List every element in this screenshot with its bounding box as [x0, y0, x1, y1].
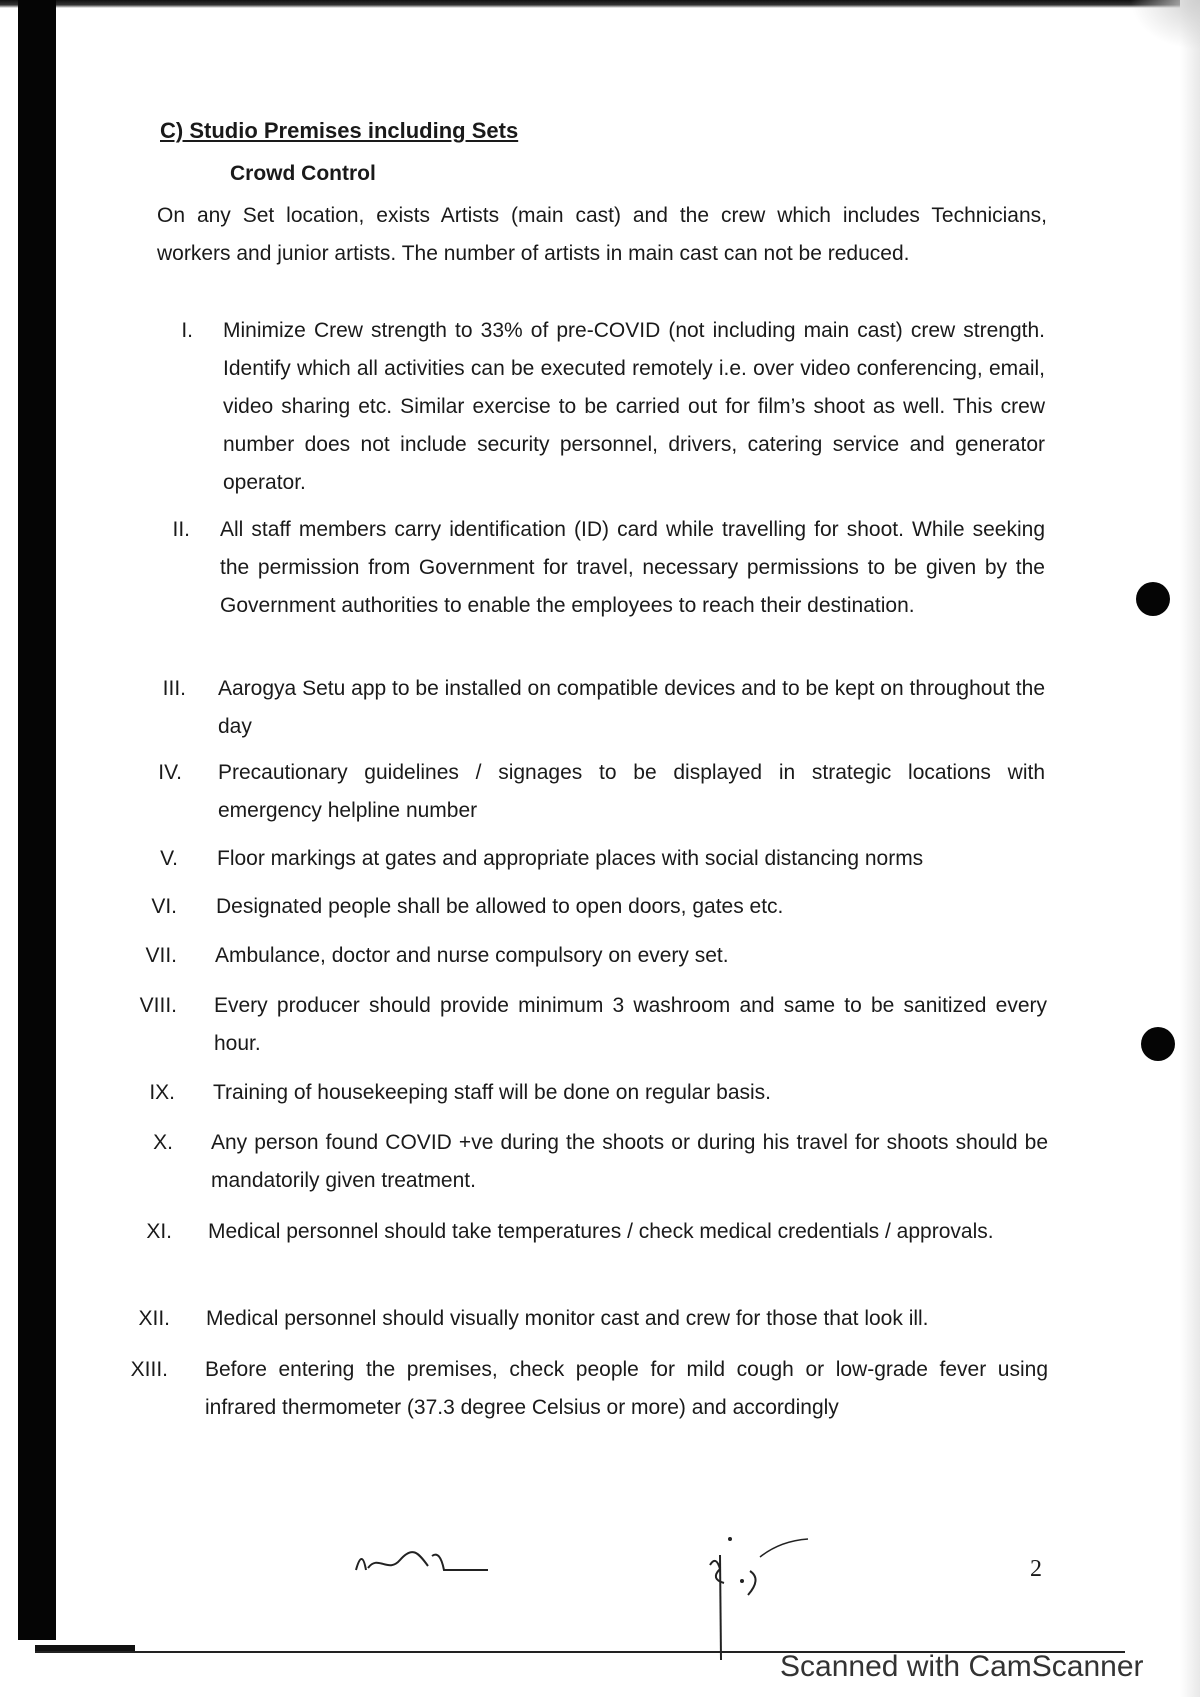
item-text: Medical personnel should visually monitor cast and crew for those that look ill.: [206, 1307, 929, 1330]
item-text: Ambulance, doctor and nurse compulsory on every set.: [215, 944, 729, 967]
item-number: VII.: [145, 944, 177, 967]
item-number: III.: [162, 677, 186, 700]
item-text: Floor markings at gates and appropriate places with social distancing norms: [217, 847, 924, 870]
scan-edge-right: [1180, 0, 1200, 1697]
item-number: II.: [172, 518, 190, 541]
item-number: X.: [153, 1131, 173, 1154]
item-number: VIII.: [139, 994, 177, 1017]
item-number: IV.: [158, 761, 182, 784]
punch-hole-upper: [1136, 582, 1170, 616]
camscanner-watermark: Scanned with CamScanner: [780, 1650, 1144, 1683]
signature-right: [690, 1535, 820, 1665]
item-number: IX.: [149, 1081, 175, 1104]
item-text: Precautionary guidelines / signages to be displayed in strategic locations with emergency helpline number: [218, 761, 1045, 822]
item-text: All staff members carry identification (ID) card while travelling for shoot. While seeking the permission from Government for travel, necessary permissions to be given by the Government authorities to enable the employees to reach their destination.: [220, 518, 1045, 617]
item-number: V.: [160, 847, 178, 870]
item-number: VI.: [151, 895, 177, 918]
item-number: XII.: [138, 1307, 170, 1330]
item-number: XI.: [146, 1220, 172, 1243]
intro-paragraph: On any Set location, exists Artists (main cast) and the crew which includes Technicians, workers and junior artists. The number of artists in main cast can not be reduced.: [157, 204, 1047, 265]
scan-edge-top: [0, 0, 1200, 8]
section-subheading: Crowd Control: [230, 162, 376, 185]
section-heading: C) Studio Premises including Sets: [160, 118, 519, 143]
item-text: Before entering the premises, check people for mild cough or low-grade fever using infrared thermometer (37.3 degree Celsius or more) and accordingly: [205, 1358, 1048, 1419]
page-corner-shadow: [1130, 0, 1200, 50]
item-text: Aarogya Setu app to be installed on compatible devices and to be kept on throughout the day: [218, 677, 1045, 738]
item-number: XIII.: [130, 1358, 168, 1381]
item-text: Every producer should provide minimum 3 washroom and same to be sanitized every hour.: [214, 994, 1047, 1055]
item-text: Minimize Crew strength to 33% of pre-COVID (not including main cast) crew strength. Identify which all activities can be executed remotely i.e. over video conferencing, email, video sharing etc. Similar exercise to be carried out for film’s shoot as well. This crew number does not include security personnel, drivers, catering service and generator operator.: [223, 319, 1045, 494]
scan-edge-left: [18, 0, 56, 1640]
item-number: I.: [181, 319, 193, 342]
punch-hole-lower: [1141, 1027, 1175, 1061]
item-text: Medical personnel should take temperatures / check medical credentials / approvals.: [208, 1220, 994, 1243]
item-text: Designated people shall be allowed to open doors, gates etc.: [216, 895, 784, 918]
page-number: 2: [1030, 1556, 1042, 1582]
item-text: Any person found COVID +ve during the shoots or during his travel for shoots should be mandatorily given treatment.: [211, 1131, 1048, 1192]
signature-left: [348, 1540, 498, 1580]
item-text: Training of housekeeping staff will be done on regular basis.: [213, 1081, 772, 1104]
